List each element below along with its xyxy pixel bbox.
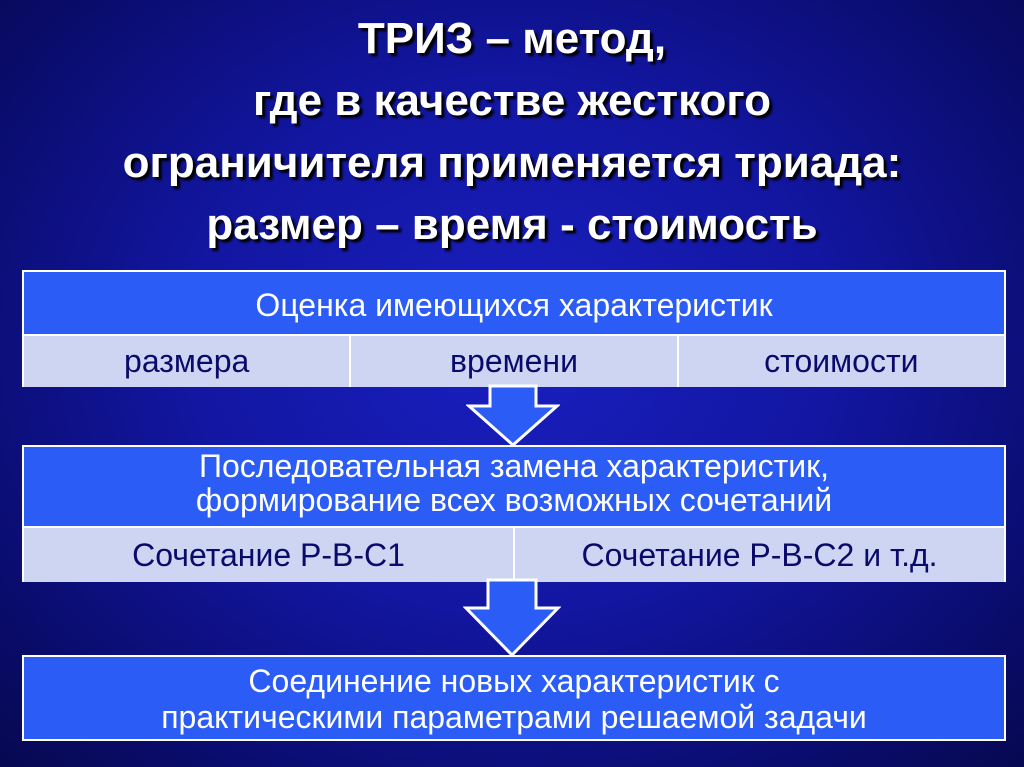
combinations-row bbox=[24, 526, 1004, 582]
replacement-block bbox=[22, 445, 1006, 582]
connection-block bbox=[22, 655, 1006, 741]
title-line-2: где в качестве жесткого bbox=[252, 76, 772, 125]
title-line-1: ТРИЗ – метод, bbox=[357, 14, 667, 63]
cell-cost: стоимости bbox=[677, 336, 1004, 387]
assessment-header: Оценка имеющихся характеристик bbox=[255, 287, 773, 323]
title-line-4: размер – время - стоимость bbox=[206, 200, 818, 249]
assessment-block bbox=[22, 270, 1006, 387]
slide-title bbox=[0, 8, 1024, 256]
down-arrow-2-icon bbox=[463, 578, 561, 658]
cell-combination-2: Сочетание Р-В-С2 и т.д. bbox=[513, 528, 1004, 582]
cell-time: времени bbox=[349, 336, 676, 387]
connection-line-1: Соединение новых характеристик с bbox=[248, 663, 780, 699]
replacement-header-line-1: Последовательная замена характеристик, bbox=[198, 448, 830, 484]
replacement-header-line-2: формирование всех возможных сочетаний bbox=[195, 482, 833, 518]
title-line-3: ограничителя применяется триада: bbox=[122, 138, 902, 187]
connection-line-2: практическими параметрами решаемой задачи bbox=[161, 699, 867, 735]
down-arrow-1-icon bbox=[466, 384, 560, 448]
characteristics-row bbox=[24, 334, 1004, 387]
cell-combination-1: Сочетание Р-В-С1 bbox=[132, 537, 405, 573]
cell-size: размера bbox=[124, 343, 250, 379]
